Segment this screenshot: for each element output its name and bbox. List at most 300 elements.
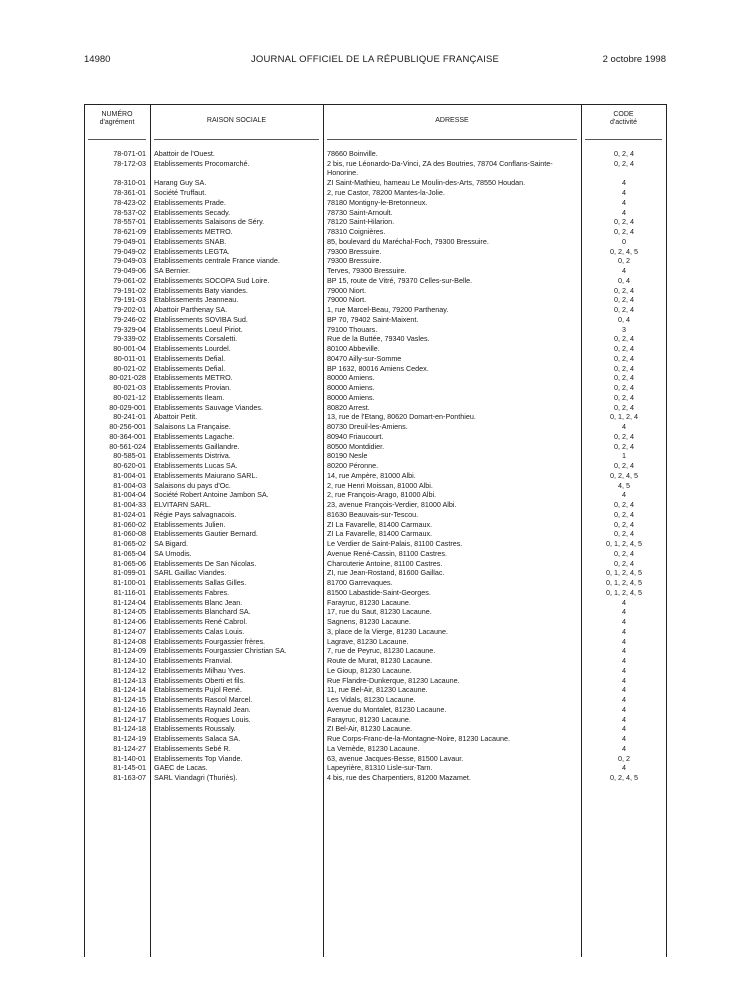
agrement-number: 81-004-03 (113, 480, 146, 490)
activity-code: 0, 1, 2, 4, 5 (606, 578, 642, 588)
table-row (84, 217, 667, 227)
table-row (84, 159, 667, 179)
agrement-number: 80-021-12 (113, 392, 146, 402)
agrement-number: 78-071-01 (113, 149, 146, 158)
company-name: ELVITARN SARL. (154, 500, 211, 510)
company-name: Société Robert Antoine Jambon SA. (154, 490, 269, 500)
table-row (84, 364, 667, 374)
address: 80000 Amiens. (327, 373, 375, 383)
address: Le Verdier de Saint-Palais, 81100 Castres. (327, 539, 463, 549)
table-row (84, 149, 667, 159)
company-name: Etablissements Provian. (154, 383, 232, 393)
table-row (84, 208, 667, 218)
company-name: Etablissements Salaisons de Séry. (154, 217, 265, 227)
agrement-number: 81-163-07 (113, 773, 146, 783)
address: Rue de la Buttée, 79340 Vasles. (327, 334, 430, 344)
activity-code: 0, 2, 4 (614, 402, 634, 412)
company-name: Etablissements Sauvage Viandes. (154, 402, 263, 412)
company-name: Etablissements Milhau Yves. (154, 665, 246, 675)
agrement-number: 81-145-01 (113, 763, 146, 773)
agrement-number: 81-124-07 (113, 626, 146, 636)
address: 79000 Niort. (327, 295, 367, 305)
address: 80000 Amiens. (327, 383, 375, 393)
activity-code: 4 (622, 597, 626, 607)
company-name: Etablissements Procomarché. (154, 158, 250, 168)
table-row (84, 286, 667, 296)
table-row (84, 266, 667, 276)
table-row (84, 705, 667, 715)
company-name: Etablissements LEGTA. (154, 246, 230, 256)
table-row (84, 188, 667, 198)
table-row (84, 539, 667, 549)
company-name: SA Bigard. (154, 539, 188, 549)
company-name: GAEC de Lacas. (154, 763, 208, 773)
activity-code: 0, 1, 2, 4, 5 (606, 587, 642, 597)
activity-code: 4, 5 (618, 480, 630, 490)
agrement-number: 79-049-06 (113, 266, 146, 276)
company-name: Etablissements Prade. (154, 197, 226, 207)
table-row (84, 529, 667, 539)
address: 4 bis, rue des Charpentiers, 81200 Mazamet. (327, 773, 471, 783)
agrement-number: 78-361-01 (113, 188, 146, 198)
agrement-number: 81-124-18 (113, 724, 146, 734)
agrement-number: 81-065-06 (113, 558, 146, 568)
address: 81500 Labastide-Saint-Georges. (327, 587, 431, 597)
address: 14, rue Ampère, 81000 Albi. (327, 470, 416, 480)
activity-code: 0, 2, 4 (614, 519, 634, 529)
agrement-number: 81-004-04 (113, 490, 146, 500)
company-name: Etablissements Gautier Bernard. (154, 529, 258, 539)
address: Lapeyrière, 81310 Lisle-sur-Tarn. (327, 763, 433, 773)
address: 78180 Montigny-le-Bretonneux. (327, 197, 428, 207)
company-name: Etablissements METRO. (154, 227, 233, 237)
agrement-number: 81-004-33 (113, 500, 146, 510)
address: Sagnens, 81230 Lacaune. (327, 617, 411, 627)
agrement-number: 80-585-01 (113, 451, 146, 461)
company-name: Etablissements Lagache. (154, 431, 235, 441)
table-row (84, 588, 667, 598)
table-row (84, 432, 667, 442)
activity-code: 4 (622, 743, 626, 753)
table-row (84, 344, 667, 354)
company-name: Etablissements Loeul Piriot. (154, 324, 243, 334)
activity-code: 4 (622, 734, 626, 744)
activity-code: 0, 2, 4 (614, 500, 634, 510)
activity-code: 4 (622, 422, 626, 432)
address: 81630 Beauvais-sur-Tescou. (327, 509, 419, 519)
address: 2 bis, rue Léonardo-Da-Vinci, ZA des Boutries, 78704 Conflans-Sainte-Honorine. (327, 158, 553, 177)
agrement-number: 79-049-02 (113, 246, 146, 256)
agrement-number: 81-004-01 (113, 470, 146, 480)
company-name: SA Umodis. (154, 548, 192, 558)
table-row (84, 646, 667, 656)
table-row (84, 276, 667, 286)
activity-code: 0, 2, 4 (614, 461, 634, 471)
activity-code: 4 (622, 636, 626, 646)
address: ZI Saint-Mathieu, hameau Le Moulin-des-Arts, 78550 Houdan. (327, 178, 526, 188)
table-row (84, 734, 667, 744)
agrement-number: 78-310-01 (113, 178, 146, 188)
agrement-number: 78-557-01 (113, 217, 146, 227)
activity-code: 0, 4 (618, 275, 630, 285)
activity-code: 0, 2, 4 (614, 227, 634, 237)
company-name: Etablissements Distriva. (154, 451, 231, 461)
activity-code: 4 (622, 178, 626, 188)
address: Avenue René-Cassin, 81100 Castres. (327, 548, 447, 558)
activity-code: 0, 2, 4 (614, 217, 634, 227)
agrement-number: 79-191-03 (113, 295, 146, 305)
table-row (84, 627, 667, 637)
agrement-number: 81-116-01 (113, 587, 146, 597)
agrement-number: 81-124-06 (113, 617, 146, 627)
agrement-number: 80-021-028 (109, 373, 146, 383)
activity-code: 4 (622, 207, 626, 217)
company-name: Etablissements Roques Louis. (154, 714, 251, 724)
agrement-number: 78-621-09 (113, 227, 146, 237)
agrement-number: 81-124-27 (113, 743, 146, 753)
agrement-number: 81-124-15 (113, 695, 146, 705)
address: 23, avenue François-Verdier, 81000 Albi. (327, 500, 457, 510)
table-row (84, 295, 667, 305)
agrement-number: 81-140-01 (113, 753, 146, 763)
table-row (84, 451, 667, 461)
column-header-code: CODE d'activité (609, 111, 637, 126)
table-row (84, 461, 667, 471)
header-underline (154, 139, 319, 140)
agrement-number: 80-241-01 (113, 412, 146, 422)
publication-date: 2 octobre 1998 (602, 54, 666, 65)
table-row (84, 247, 667, 257)
table-row (84, 334, 667, 344)
company-name: Abattoir de l'Ouest. (154, 149, 215, 158)
company-name: Etablissements Top Viande. (154, 753, 243, 763)
company-name: SA Bernier. (154, 266, 190, 276)
activity-code: 0, 2, 4 (614, 383, 634, 393)
company-name: Etablissements Raynald Jean. (154, 704, 251, 714)
activity-code: 0, 2, 4 (614, 149, 634, 158)
address: 78730 Saint-Arnoult. (327, 207, 393, 217)
activity-code: 0, 2, 4 (614, 441, 634, 451)
agrement-number: 81-124-08 (113, 636, 146, 646)
address: 2, rue François-Arago, 81000 Albi. (327, 490, 437, 500)
agrement-number: 81-124-05 (113, 607, 146, 617)
company-name: Etablissements Secady. (154, 207, 231, 217)
agrement-number: 81-124-13 (113, 675, 146, 685)
activity-code: 0, 2, 4, 5 (610, 773, 638, 783)
agrement-number: 78-172-03 (113, 158, 146, 168)
address: 80000 Amiens. (327, 392, 375, 402)
company-name: Etablissements centrale France viande. (154, 256, 280, 266)
address: Terves, 79300 Bressuire. (327, 266, 407, 276)
address: 78120 Saint-Hilarion. (327, 217, 395, 227)
address: 81700 Garrevaques. (327, 578, 393, 588)
address: Charcuterie Antoine, 81100 Castres. (327, 558, 443, 568)
table-row (84, 754, 667, 764)
agrement-number: 80-364-001 (109, 431, 146, 441)
address: La Vernède, 81230 Lacaune. (327, 743, 420, 753)
table-row (84, 763, 667, 773)
table-row (84, 510, 667, 520)
agrement-number: 81-124-04 (113, 597, 146, 607)
company-name: Salaisons du pays d'Oc. (154, 480, 231, 490)
table-row (84, 520, 667, 530)
activity-code: 4 (622, 490, 626, 500)
agrement-number: 79-339-02 (113, 334, 146, 344)
address: 78310 Coignières. (327, 227, 386, 237)
address: Rue Corps-Franc-de-la-Montagne-Noire, 81230 Lacaune. (327, 734, 510, 744)
company-name: Etablissements Fourgassier Christian SA. (154, 646, 287, 656)
company-name: Etablissements René Cabrol. (154, 617, 248, 627)
company-name: Etablissements Julien. (154, 519, 226, 529)
table-row (84, 481, 667, 491)
column-header-raison-sociale: RAISON SOCIALE (206, 117, 267, 124)
company-name: Etablissements Jeanneau. (154, 295, 239, 305)
activity-code: 0, 2, 4 (614, 158, 634, 168)
address: Farayruc, 81230 Lacaune. (327, 714, 411, 724)
table-row (84, 744, 667, 754)
address: ZI La Favarelle, 81400 Carmaux. (327, 519, 433, 529)
page-header (84, 54, 666, 68)
address: BP 1632, 80016 Amiens Cedex. (327, 363, 429, 373)
activity-code: 0, 1, 2, 4, 5 (606, 539, 642, 549)
company-name: Abattoir Parthenay SA. (154, 305, 228, 315)
activity-code: 0, 2, 4 (614, 529, 634, 539)
activity-code: 4 (622, 675, 626, 685)
activity-code: 4 (622, 665, 626, 675)
company-name: Etablissements Rascol Marcel. (154, 695, 253, 705)
activity-code: 4 (622, 188, 626, 198)
activity-code: 0, 2, 4 (614, 363, 634, 373)
activity-code: 4 (622, 724, 626, 734)
table-row (84, 490, 667, 500)
table-row (84, 315, 667, 325)
address: Le Gioup, 81230 Lacaune. (327, 665, 412, 675)
address: Les Vidals, 81230 Lacaune. (327, 695, 416, 705)
activity-code: 0, 2, 4 (614, 558, 634, 568)
table-row (84, 227, 667, 237)
agrement-number: 81-060-02 (113, 519, 146, 529)
table-body (84, 149, 667, 783)
table-row (84, 471, 667, 481)
table-row (84, 695, 667, 705)
agrement-number: 81-124-09 (113, 646, 146, 656)
address: 80940 Friaucourt. (327, 431, 384, 441)
agrement-number: 81-065-02 (113, 539, 146, 549)
activity-code: 4 (622, 763, 626, 773)
activity-code: 4 (622, 607, 626, 617)
activity-code: 0, 2 (618, 256, 630, 266)
agrement-number: 79-191-02 (113, 285, 146, 295)
column-header-adresse: ADRESSE (435, 117, 469, 124)
column-header-numero: NUMÉRO d'agrément (99, 111, 135, 126)
address: 2, rue Henri Moissan, 81000 Albi. (327, 480, 433, 490)
table-row (84, 256, 667, 266)
table-row (84, 549, 667, 559)
journal-title: JOURNAL OFFICIEL DE LA RÉPUBLIQUE FRANÇAISE (250, 54, 500, 65)
table-row (84, 656, 667, 666)
address: 2, rue Castor, 78200 Mantes-la-Jolie. (327, 188, 445, 198)
table-row (84, 178, 667, 188)
table-row (84, 442, 667, 452)
table-row (84, 617, 667, 627)
address: BP 70, 79402 Saint-Maixent. (327, 314, 419, 324)
table-row (84, 305, 667, 315)
approval-register-table (84, 104, 667, 957)
activity-code: 0, 2, 4 (614, 344, 634, 354)
activity-code: 0, 2, 4, 5 (610, 246, 638, 256)
company-name: Etablissements Blanc Jean. (154, 597, 243, 607)
activity-code: 4 (622, 266, 626, 276)
agrement-number: 81-124-10 (113, 656, 146, 666)
company-name: Etablissements Franvial. (154, 656, 233, 666)
company-name: Etablissements Baty viandes. (154, 285, 248, 295)
agrement-number: 78-537-02 (113, 207, 146, 217)
table-row (84, 724, 667, 734)
table-row (84, 559, 667, 569)
company-name: SARL Viandagri (Thuriès). (154, 773, 238, 783)
agrement-number: 80-256-001 (109, 422, 146, 432)
activity-code: 4 (622, 646, 626, 656)
company-name: Salaisons La Française. (154, 422, 231, 432)
table-row (84, 403, 667, 413)
agrement-number: 79-246-02 (113, 314, 146, 324)
company-name: Etablissements Salaca SA. (154, 734, 241, 744)
activity-code: 0, 4 (618, 314, 630, 324)
address: 78660 Boinville. (327, 149, 378, 158)
agrement-number: 80-620-01 (113, 461, 146, 471)
agrement-number: 81-065-04 (113, 548, 146, 558)
address: 80200 Péronne. (327, 461, 379, 471)
company-name: Etablissements SNAB. (154, 236, 227, 246)
agrement-number: 81-060-08 (113, 529, 146, 539)
activity-code: 4 (622, 704, 626, 714)
company-name: Etablissements Pujol René. (154, 685, 242, 695)
company-name: Etablissements Gaillandre. (154, 441, 240, 451)
activity-code: 4 (622, 656, 626, 666)
address: 79300 Bressuire. (327, 246, 382, 256)
agrement-number: 79-061-02 (113, 275, 146, 285)
table-row (84, 568, 667, 578)
company-name: Etablissements Defial. (154, 363, 226, 373)
company-name: Abattoir Petit. (154, 412, 198, 422)
company-name: Etablissements Defial. (154, 353, 226, 363)
agrement-number: 80-021-02 (113, 363, 146, 373)
agrement-number: 79-049-01 (113, 236, 146, 246)
address: Rue Flandre-Dunkerque, 81230 Lacaune. (327, 675, 460, 685)
table-row (84, 500, 667, 510)
table-row (84, 325, 667, 335)
agrement-number: 80-001-04 (113, 344, 146, 354)
company-name: Etablissements Corsaletti. (154, 334, 238, 344)
address: 79100 Thouars. (327, 324, 378, 334)
company-name: Etablissements Sebé R. (154, 743, 231, 753)
address: 80730 Dreuil-les-Amiens. (327, 422, 408, 432)
company-name: Société Truffaut. (154, 188, 207, 198)
address: 79000 Niort. (327, 285, 367, 295)
agrement-number: 81-124-12 (113, 665, 146, 675)
company-name: Etablissements Ileam. (154, 392, 225, 402)
agrement-number: 79-049-03 (113, 256, 146, 266)
agrement-number: 81-124-14 (113, 685, 146, 695)
activity-code: 0, 2, 4 (614, 509, 634, 519)
company-name: Etablissements Oberti et fils. (154, 675, 246, 685)
address: ZI La Favarelle, 81400 Carmaux. (327, 529, 433, 539)
agrement-number: 81-100-01 (113, 578, 146, 588)
activity-code: 0, 2, 4 (614, 334, 634, 344)
activity-code: 4 (622, 714, 626, 724)
address: Avenue du Montalet, 81230 Lacaune. (327, 704, 447, 714)
table-row (84, 637, 667, 647)
company-name: Etablissements De San Nicolas. (154, 558, 257, 568)
address: 3, place de la Vierge, 81230 Lacaune. (327, 626, 448, 636)
company-name: Etablissements Calas Louis. (154, 626, 245, 636)
activity-code: 0, 1, 2, 4 (610, 412, 638, 422)
agrement-number: 78-423-02 (113, 197, 146, 207)
agrement-number: 80-021-03 (113, 383, 146, 393)
activity-code: 0, 2, 4 (614, 285, 634, 295)
activity-code: 4 (622, 197, 626, 207)
agrement-number: 80-561-024 (109, 441, 146, 451)
address: 79300 Bressuire. (327, 256, 382, 266)
table-row (84, 676, 667, 686)
address: 80500 Montdidier. (327, 441, 385, 451)
table-row (84, 607, 667, 617)
company-name: Etablissements Sallas Gilles. (154, 578, 247, 588)
company-name: Etablissements Lucas SA. (154, 461, 238, 471)
agrement-number: 80-029-001 (109, 402, 146, 412)
agrement-number: 81-124-16 (113, 704, 146, 714)
table-row (84, 354, 667, 364)
agrement-number: 80-011-01 (113, 353, 146, 363)
activity-code: 0, 2, 4 (614, 373, 634, 383)
activity-code: 4 (622, 695, 626, 705)
table-row (84, 412, 667, 422)
activity-code: 0, 2, 4 (614, 392, 634, 402)
address: ZI, rue Jean-Rostand, 81600 Gaillac. (327, 568, 445, 578)
agrement-number: 81-124-19 (113, 734, 146, 744)
activity-code: 0, 2, 4 (614, 295, 634, 305)
company-name: SARL Gaillac Viandes. (154, 568, 227, 578)
address: 11, rue Bel-Air, 81230 Lacaune. (327, 685, 428, 695)
agrement-number: 81-024-01 (113, 509, 146, 519)
address: 13, rue de l'Etang, 80620 Domart-en-Ponthieu. (327, 412, 476, 422)
company-name: Etablissements METRO. (154, 373, 233, 383)
activity-code: 4 (622, 685, 626, 695)
header-underline (88, 139, 146, 140)
address: 80190 Nesle (327, 451, 368, 461)
activity-code: 0, 2 (618, 753, 630, 763)
company-name: Etablissements Roussaly. (154, 724, 236, 734)
agrement-number: 81-099-01 (113, 568, 146, 578)
agrement-number: 79-329-04 (113, 324, 146, 334)
company-name: Etablissements Blanchard SA. (154, 607, 251, 617)
activity-code: 0, 2, 4, 5 (610, 470, 638, 480)
table-row (84, 773, 667, 783)
table-row (84, 373, 667, 383)
company-name: Etablissements SOCOPA Sud Loire. (154, 275, 270, 285)
company-name: Etablissements Maiurano SARL. (154, 470, 258, 480)
address: Farayruc, 81230 Lacaune. (327, 597, 411, 607)
address: ZI Bel-Air, 81230 Lacaune. (327, 724, 413, 734)
address: Route de Murat, 81230 Lacaune. (327, 656, 433, 666)
table-row (84, 422, 667, 432)
company-name: Etablissements SOVIBA Sud. (154, 314, 248, 324)
address: 80470 Ailly-sur-Somme (327, 353, 402, 363)
activity-code: 0, 2, 4 (614, 305, 634, 315)
activity-code: 1 (622, 451, 626, 461)
table-row (84, 198, 667, 208)
table-row (84, 393, 667, 403)
